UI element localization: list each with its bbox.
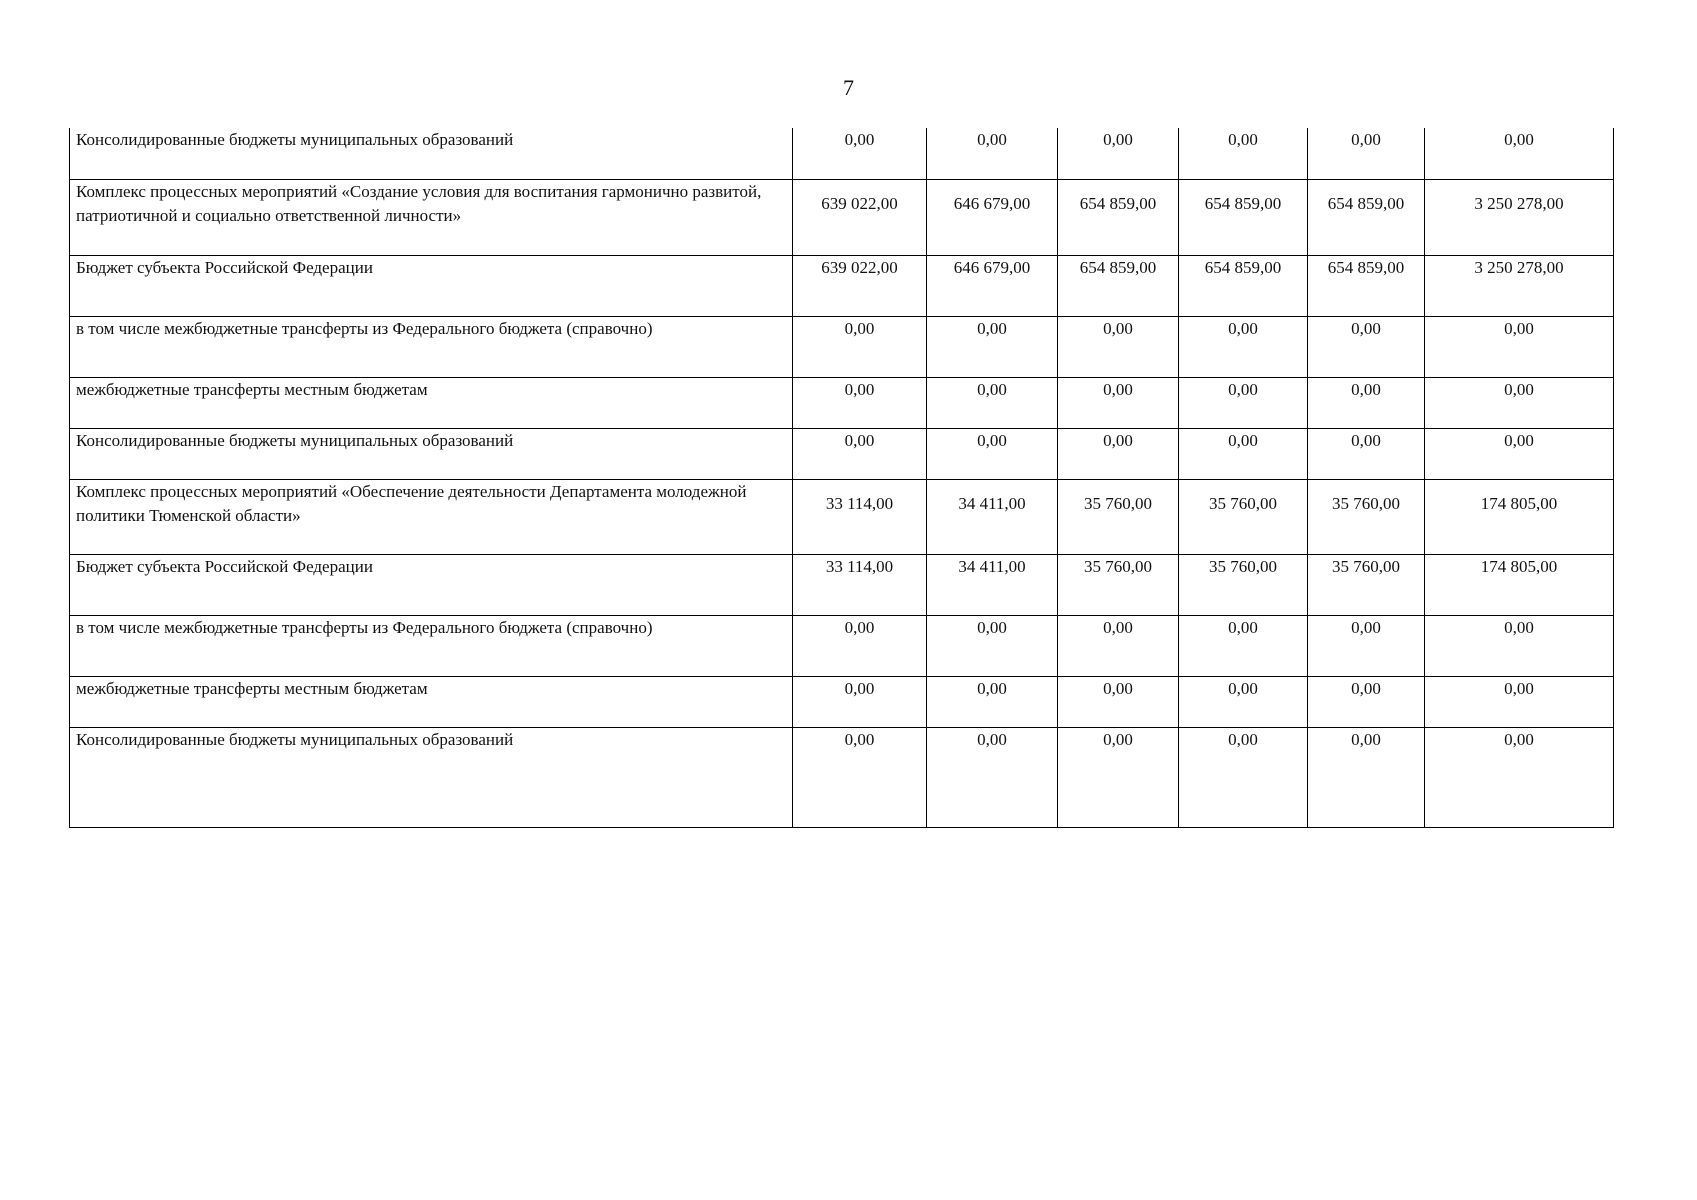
value-cell: 0,00	[793, 316, 927, 377]
value-cell: 34 411,00	[927, 554, 1058, 615]
value-cell: 35 760,00	[1179, 479, 1308, 554]
value-cell: 0,00	[927, 428, 1058, 479]
value-cell: 35 760,00	[1058, 554, 1179, 615]
value-cell: 35 760,00	[1179, 554, 1308, 615]
value-cell: 0,00	[1179, 316, 1308, 377]
value-cell: 174 805,00	[1425, 479, 1614, 554]
value-cell: 646 679,00	[927, 255, 1058, 316]
value-cell: 0,00	[927, 615, 1058, 676]
value-cell: 0,00	[1425, 428, 1614, 479]
table-row	[70, 179, 1614, 255]
value-cell: 0,00	[1058, 128, 1179, 179]
row-label: межбюджетные трансферты местным бюджетам	[70, 676, 793, 727]
value-cell: 0,00	[793, 377, 927, 428]
row-label: Бюджет субъекта Российской Федерации	[70, 554, 793, 615]
value-cell: 639 022,00	[793, 255, 927, 316]
value-cell: 0,00	[1308, 316, 1425, 377]
value-cell: 0,00	[1179, 428, 1308, 479]
row-label: межбюджетные трансферты местным бюджетам	[70, 377, 793, 428]
value-cell: 654 859,00	[1308, 179, 1425, 255]
value-cell: 0,00	[1425, 615, 1614, 676]
value-cell: 0,00	[1308, 676, 1425, 727]
value-cell: 0,00	[1308, 128, 1425, 179]
value-cell: 0,00	[793, 128, 927, 179]
row-label: Консолидированные бюджеты муниципальных образований	[70, 428, 793, 479]
value-cell: 35 760,00	[1308, 554, 1425, 615]
value-cell: 0,00	[1179, 377, 1308, 428]
value-cell: 0,00	[927, 727, 1058, 827]
table-row	[70, 377, 1614, 428]
value-cell: 0,00	[1058, 316, 1179, 377]
value-cell: 654 859,00	[1058, 179, 1179, 255]
row-label: Консолидированные бюджеты муниципальных образований	[70, 727, 793, 827]
value-cell: 0,00	[1308, 727, 1425, 827]
value-cell: 639 022,00	[793, 179, 927, 255]
value-cell: 34 411,00	[927, 479, 1058, 554]
value-cell: 0,00	[927, 377, 1058, 428]
value-cell: 0,00	[793, 615, 927, 676]
row-label: Бюджет субъекта Российской Федерации	[70, 255, 793, 316]
value-cell: 0,00	[1058, 377, 1179, 428]
table-row	[70, 128, 1614, 179]
table-row	[70, 316, 1614, 377]
value-cell: 654 859,00	[1179, 255, 1308, 316]
table-row	[70, 615, 1614, 676]
page-number: 7	[843, 75, 854, 100]
value-cell: 0,00	[1058, 727, 1179, 827]
value-cell: 0,00	[1425, 377, 1614, 428]
value-cell: 0,00	[1058, 676, 1179, 727]
table-row	[70, 428, 1614, 479]
value-cell: 0,00	[927, 676, 1058, 727]
value-cell: 0,00	[1058, 428, 1179, 479]
budget-table	[69, 128, 1614, 828]
value-cell: 0,00	[1179, 615, 1308, 676]
row-label: Комплекс процессных мероприятий «Обеспечение деятельности Департамента молодежной политики Тюменской области»	[70, 479, 793, 554]
value-cell: 0,00	[1425, 727, 1614, 827]
row-label: в том числе межбюджетные трансферты из Федерального бюджета (справочно)	[70, 316, 793, 377]
table-row	[70, 479, 1614, 554]
row-label: в том числе межбюджетные трансферты из Федерального бюджета (справочно)	[70, 615, 793, 676]
value-cell: 0,00	[927, 316, 1058, 377]
value-cell: 174 805,00	[1425, 554, 1614, 615]
value-cell: 0,00	[927, 128, 1058, 179]
value-cell: 0,00	[1179, 676, 1308, 727]
value-cell: 0,00	[1425, 128, 1614, 179]
value-cell: 33 114,00	[793, 554, 927, 615]
value-cell: 35 760,00	[1308, 479, 1425, 554]
value-cell: 0,00	[793, 428, 927, 479]
value-cell: 646 679,00	[927, 179, 1058, 255]
table-row	[70, 727, 1614, 827]
value-cell: 0,00	[1425, 316, 1614, 377]
value-cell: 0,00	[1308, 428, 1425, 479]
value-cell: 654 859,00	[1308, 255, 1425, 316]
value-cell: 33 114,00	[793, 479, 927, 554]
value-cell: 3 250 278,00	[1425, 179, 1614, 255]
row-label: Консолидированные бюджеты муниципальных образований	[70, 128, 793, 179]
row-label: Комплекс процессных мероприятий «Создание условия для воспитания гармонично развитой, патриотичной и социально ответственной личности»	[70, 179, 793, 255]
value-cell: 0,00	[793, 727, 927, 827]
value-cell: 0,00	[1058, 615, 1179, 676]
value-cell: 654 859,00	[1179, 179, 1308, 255]
value-cell: 35 760,00	[1058, 479, 1179, 554]
value-cell: 0,00	[1179, 727, 1308, 827]
value-cell: 654 859,00	[1058, 255, 1179, 316]
value-cell: 0,00	[1425, 676, 1614, 727]
value-cell: 0,00	[793, 676, 927, 727]
value-cell: 3 250 278,00	[1425, 255, 1614, 316]
value-cell: 0,00	[1179, 128, 1308, 179]
table-row	[70, 554, 1614, 615]
value-cell: 0,00	[1308, 377, 1425, 428]
table-row	[70, 676, 1614, 727]
value-cell: 0,00	[1308, 615, 1425, 676]
table-row	[70, 255, 1614, 316]
